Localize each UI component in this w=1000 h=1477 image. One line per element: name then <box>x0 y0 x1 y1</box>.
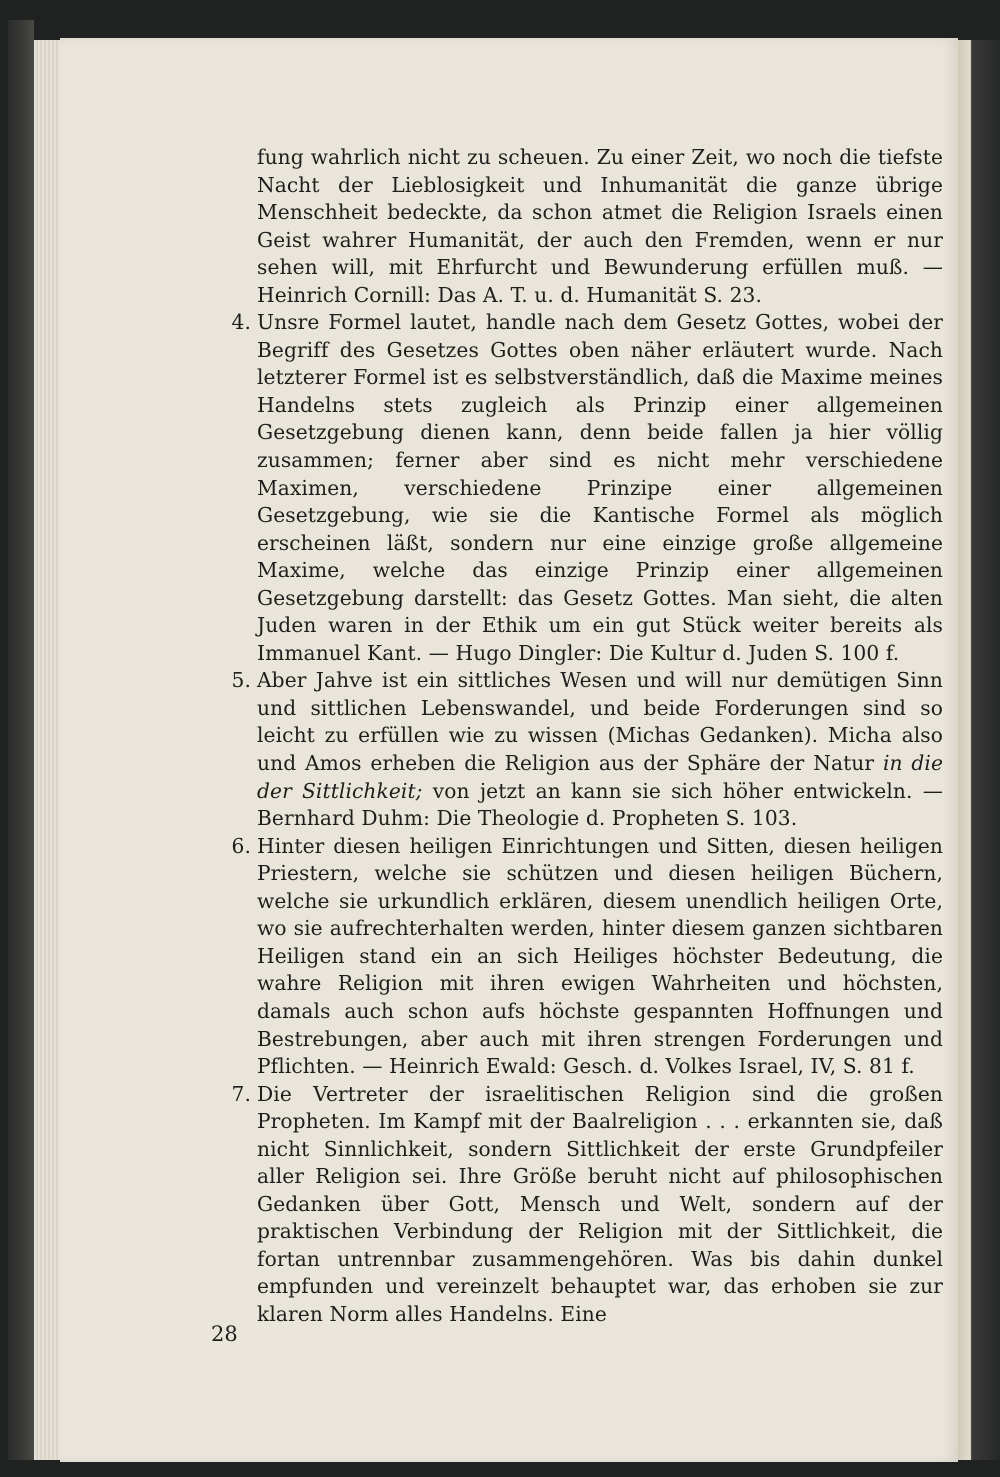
list-item <box>231 1081 943 1329</box>
page-body <box>231 144 943 1329</box>
item-number: 5. <box>231 668 251 693</box>
item-text-italic: in die der Sittlichkeit; <box>257 751 943 803</box>
item-text: Hinter diesen heiligen Einrichtungen und Sitten, diesen heiligen Priestern, welche sie schützen und diesen heiligen Büchern, welche sie urkundlich erklären, diesem unendlich heiligen Orte, wo sie aufrechterhalten werden, hinter diesem ganzen sichtbaren Heiligen stand ein an sich Heiliges höchster Bedeutung, die wahre Religion mit ihren ewigen Wahrheiten und höchsten, damals auch schon aufs höchste gespannten Hoffnungen und Bestrebungen, aber auch mit ihren strengen Forderungen und Pflichten. — Heinrich Ewald: Gesch. d. Volkes Israel, IV, S. 81 f. <box>257 833 943 1079</box>
item-number: 6. <box>231 833 251 858</box>
book-cover-edge <box>8 20 34 1460</box>
item-number: 4. <box>231 310 251 335</box>
right-page-edge <box>958 40 1000 1460</box>
item-text <box>257 667 943 832</box>
list-item <box>231 833 943 1081</box>
item-text: Die Vertreter der israelitischen Religion sind die großen Propheten. Im Kampf mit der Baalreligion . . . erkannten sie, daß nicht Sinnlichkeit, sondern Sittlichkeit der erste Grundpfeiler aller Religion sei. Ihre Größe beruht nicht auf philosophischen Gedanken über Gott, Mensch und Welt, sondern auf der praktischen Verbindung der Religion mit der Sittlichkeit, die fortan untrennbar zusammengehören. Was bis dahin dunkel empfunden und vereinzelt behauptet war, das erhoben sie zur klaren Norm alles Handelns. Eine <box>257 1081 943 1326</box>
list-item <box>231 667 943 832</box>
item-text-before: Aber Jahve ist ein sittliches Wesen und will nur demütigen Sinn und sittlichen Lebenswandel, und beide Forderungen sind so leicht zu erfüllen wie zu wissen (Michas Gedanken). Micha also und Amos erheben die Religion aus der Sphäre der Natur <box>257 668 943 776</box>
continuation-paragraph: fung wahrlich nicht zu scheuen. Zu einer Zeit, wo noch die tiefste Nacht der Lieblosigkeit und Inhumanität die ganze übrige Menschheit bedeckte, da schon atmet die Religion Israels einen Geist wahrer Humanität, der auch den Fremden, wenn er nur sehen will, mit Ehrfurcht und Bewunderung erfüllen muß. — Heinrich Cornill: Das A. T. u. d. Humanität S. 23. <box>257 145 943 307</box>
item-text: Unsre Formel lautet, handle nach dem Gesetz Gottes, wobei der Begriff des Gesetzes Gottes oben näher erläutert wurde. Nach letzterer Formel ist es selbstverständlich, daß die Maxime meines Handelns stets zugleich als Prinzip einer allgemeinen Gesetzgebung dienen kann, denn beide fallen ja hier völlig zusammen; ferner aber sind es nicht mehr verschiedene Maximen, verschiedene Prinzipe einer allgemeinen Gesetzgebung, wie sie die Kantische Formel als möglich erscheinen läßt, sondern nur eine einzige große allgemeine Maxime, welche das einzige Prinzip einer allgemeinen Gesetzgebung darstellt: das Gesetz Gottes. Man sieht, die alten Juden waren in der Ethik um ein gut Stück weiter bereits als Immanuel Kant. — Hugo Dingler: Die Kultur d. Juden S. 100 f. <box>257 310 943 665</box>
page-number: 28 <box>211 1322 238 1346</box>
list-item <box>231 309 943 667</box>
item-text-after: von jetzt an kann sie sich höher entwickeln. — Bernhard Duhm: Die Theologie d. Propheten S. 103. <box>257 778 943 831</box>
item-number: 7. <box>231 1081 251 1106</box>
